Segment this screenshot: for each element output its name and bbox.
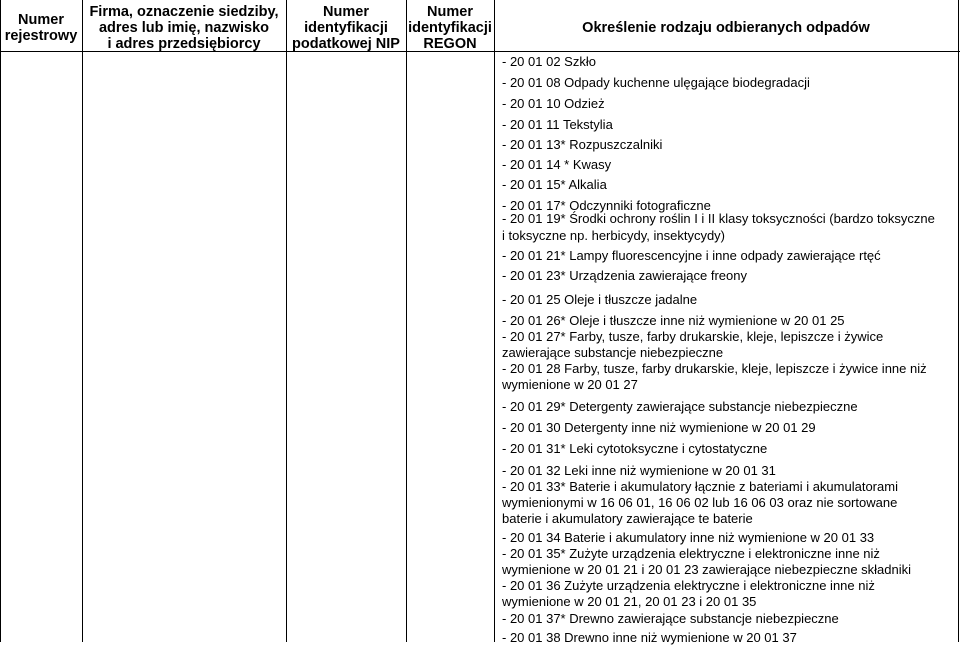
table-border-left <box>0 0 1 642</box>
waste-line: - 20 01 14 * Kwasy <box>502 157 612 172</box>
waste-line: - 20 01 32 Leki inne niż wymienione w 20 01 31 <box>502 463 776 478</box>
waste-line: baterie i akumulatory zawierające te baterie <box>502 511 753 526</box>
waste-line: - 20 01 19* Środki ochrony roślin I i II klasy toksyczności (bardzo toksyczne <box>502 211 935 226</box>
column-divider-1 <box>82 0 83 642</box>
waste-line: - 20 01 27* Farby, tusze, farby drukarskie, kleje, lepiszcze i żywice <box>502 329 884 344</box>
waste-line: wymienione w 20 01 27 <box>502 377 638 392</box>
waste-line: wymienionymi w 16 06 01, 16 06 02 lub 16 06 03 oraz nie sortowane <box>502 495 898 510</box>
waste-line: - 20 01 26* Oleje i tłuszcze inne niż wymienione w 20 01 25 <box>502 313 845 328</box>
header-line: identyfikacji <box>304 20 388 36</box>
waste-line: wymienione w 20 01 21 i 20 01 23 zawierające niebezpieczne składniki <box>502 562 912 577</box>
waste-line: - 20 01 17* Odczynniki fotograficzne <box>502 198 711 213</box>
header-line: podatkowej NIP <box>292 36 400 52</box>
header-line: adres lub imię, nazwisko <box>98 20 270 36</box>
waste-line: - 20 01 15* Alkalia <box>502 177 607 192</box>
waste-line: - 20 01 37* Drewno zawierające substancje niebezpieczne <box>502 611 839 626</box>
waste-line: - 20 01 10 Odzież <box>502 96 605 111</box>
header-nip <box>286 4 406 52</box>
column-divider-4 <box>494 0 495 642</box>
waste-line: - 20 01 31* Leki cytotoksyczne i cytostatyczne <box>502 441 768 456</box>
waste-line: wymienione w 20 01 21, 20 01 23 i 20 01 35 <box>502 594 757 609</box>
header-line: Numer <box>323 4 369 20</box>
header-waste-types <box>494 20 958 36</box>
waste-line: - 20 01 30 Detergenty inne niż wymienione w 20 01 29 <box>502 420 816 435</box>
waste-line: - 20 01 02 Szkło <box>502 54 596 69</box>
column-divider-3 <box>406 0 407 642</box>
waste-line: - 20 01 35* Zużyte urządzenia elektryczne i elektroniczne inne niż <box>502 546 880 561</box>
waste-line: - 20 01 28 Farby, tusze, farby drukarskie, kleje, lepiszcze i żywice inne niż <box>502 361 927 376</box>
header-line: REGON <box>423 36 477 52</box>
waste-line: - 20 01 11 Tekstylia <box>502 117 613 132</box>
header-line: identyfikacji <box>408 20 492 36</box>
header-line: i adres przedsiębiorcy <box>107 36 261 52</box>
waste-line: - 20 01 23* Urządzenia zawierające freony <box>502 268 747 283</box>
waste-line: - 20 01 25 Oleje i tłuszcze jadalne <box>502 292 698 307</box>
waste-line: - 20 01 29* Detergenty zawierające substancje niebezpieczne <box>502 399 858 414</box>
waste-line: i toksyczne np. herbicydy, insektycydy) <box>502 228 726 243</box>
waste-line: - 20 01 13* Rozpuszczalniki <box>502 137 663 152</box>
waste-line: - 20 01 33* Baterie i akumulatory łącznie z bateriami i akumulatorami <box>502 479 898 494</box>
waste-line: - 20 01 34 Baterie i akumulatory inne niż wymienione w 20 01 33 <box>502 530 875 545</box>
header-regon <box>406 4 494 52</box>
header-company <box>82 4 286 52</box>
waste-line: zawierające substancje niebezpieczne <box>502 345 724 360</box>
waste-line: - 20 01 36 Zużyte urządzenia elektryczne i elektroniczne inne niż <box>502 578 875 593</box>
column-divider-2 <box>286 0 287 642</box>
header-line: Firma, oznaczenie siedziby, <box>89 4 279 20</box>
header-line: rejestrowy <box>4 28 78 44</box>
table-border-right <box>958 0 959 642</box>
header-line: Numer <box>18 12 64 28</box>
waste-line: - 20 01 08 Odpady kuchenne ulęgające biodegradacji <box>502 75 810 90</box>
waste-line: - 20 01 38 Drewno inne niż wymienione w 20 01 37 <box>502 630 797 645</box>
header-line: Numer <box>427 4 473 20</box>
header-line: Określenie rodzaju odbieranych odpadów <box>582 20 870 36</box>
waste-line: - 20 01 21* Lampy fluorescencyjne i inne odpady zawierające rtęć <box>502 248 881 263</box>
header-registry-number <box>0 12 82 44</box>
